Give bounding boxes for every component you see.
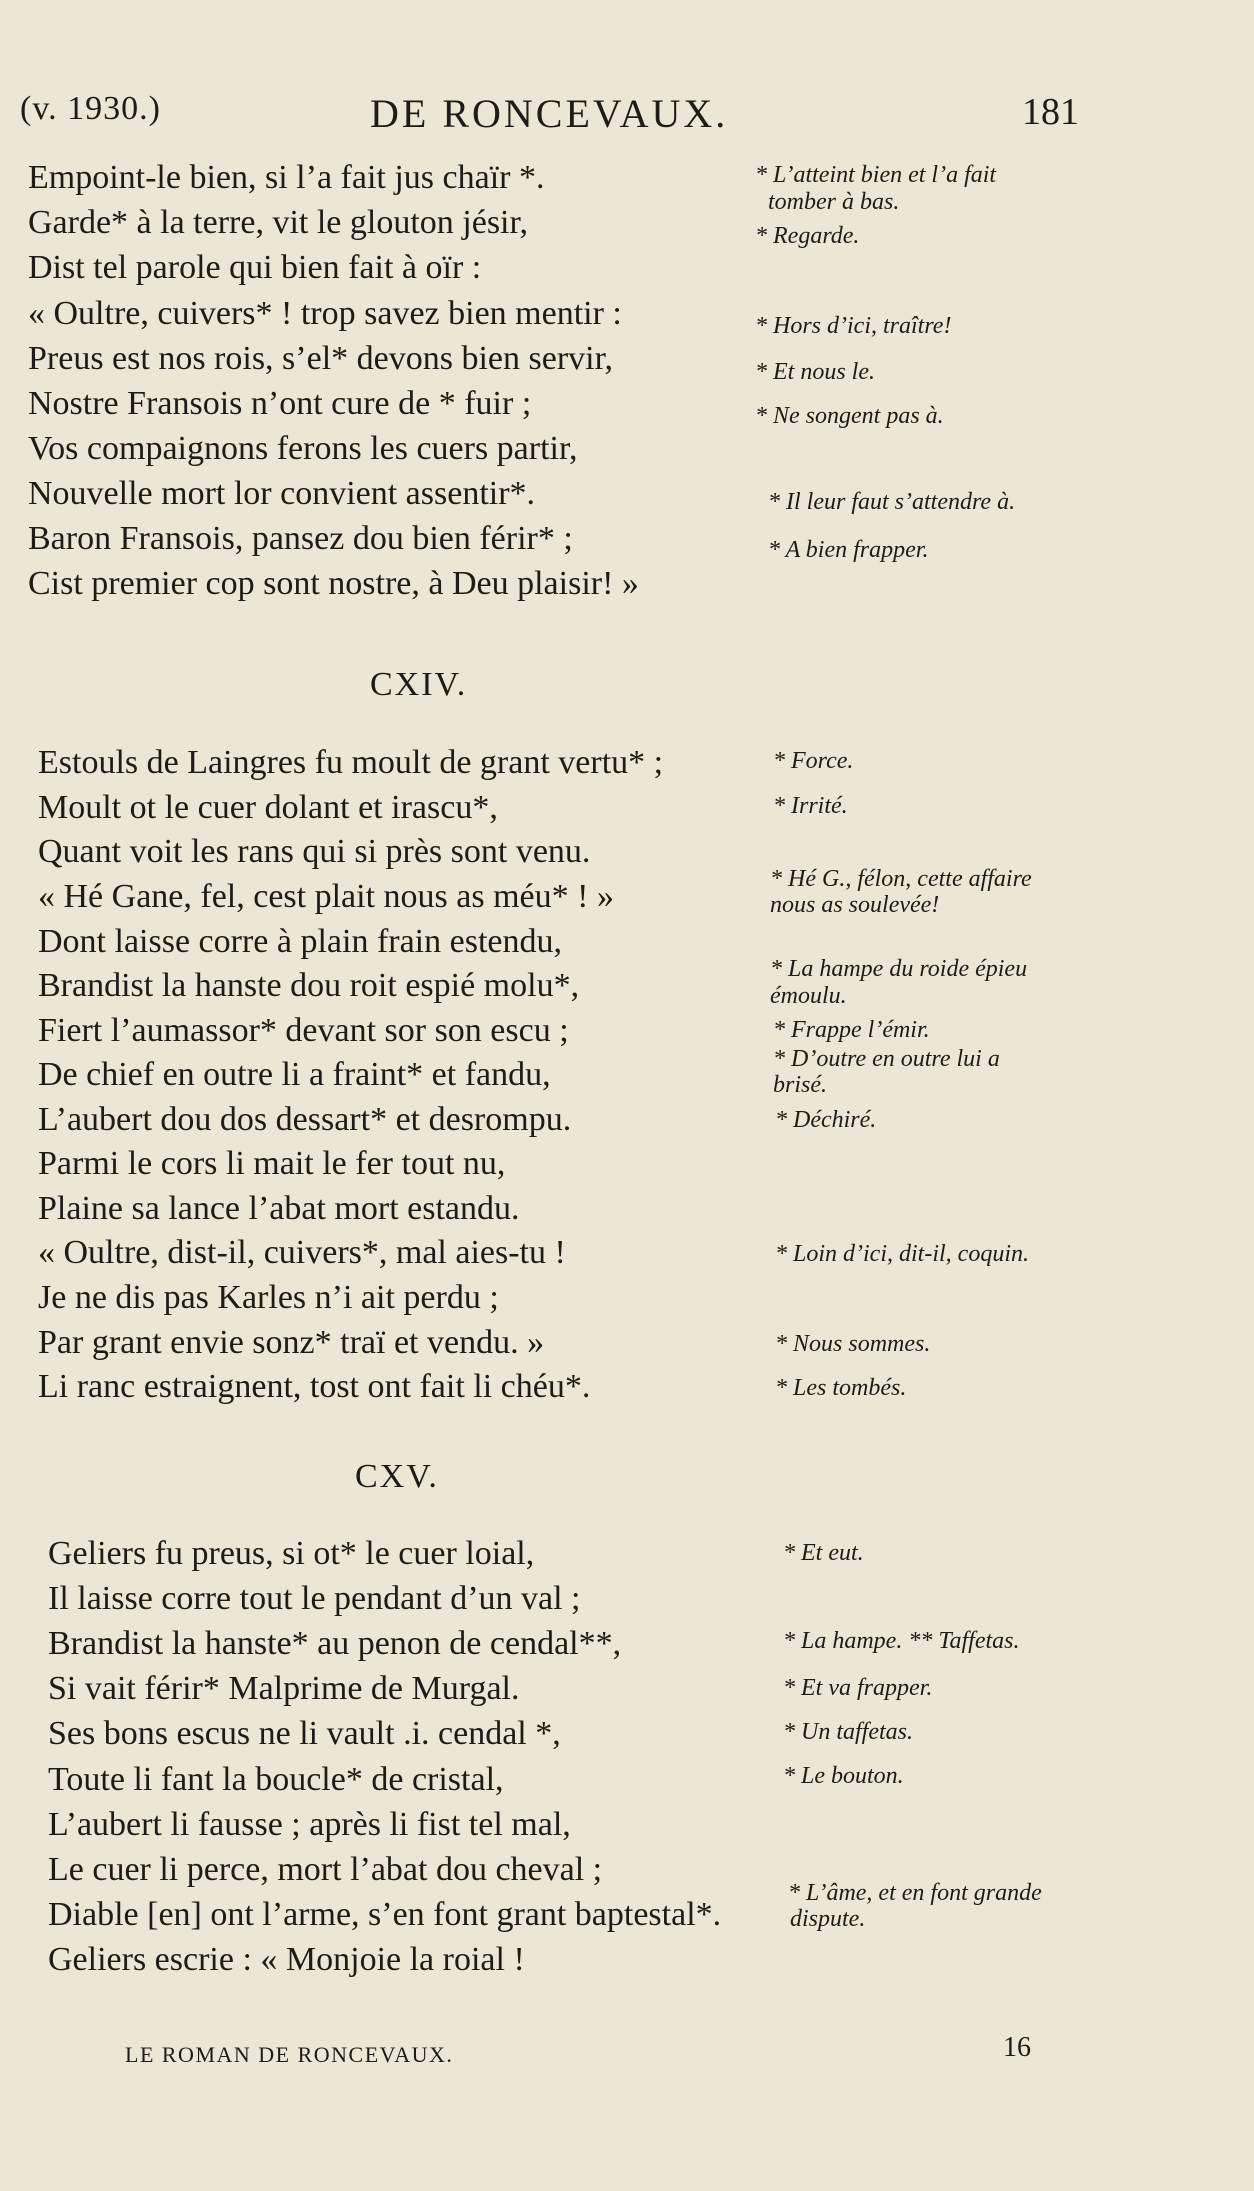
gloss-note: * Force. <box>773 748 854 774</box>
verse-line: Quant voit les rans qui si près sont venu. <box>38 833 591 870</box>
verse-line: Nouvelle mort lor convient assentir*. <box>28 475 536 512</box>
verse-line: Brandist la hanste dou roit espié molu*, <box>38 967 580 1004</box>
verse-line: L’aubert li fausse ; après li fist tel mal, <box>48 1806 571 1843</box>
verse-line: Brandist la hanste* au penon de cendal**, <box>48 1625 622 1662</box>
verse-line: Le cuer li perce, mort l’abat dou cheval ; <box>48 1851 603 1888</box>
gloss-note: * L’atteint bien et l’a fait <box>755 162 997 188</box>
verse-line: Parmi le cors li mait le fer tout nu, <box>38 1145 506 1182</box>
gloss-note: * Et va frapper. <box>783 1675 933 1701</box>
gloss-note: * La hampe du roide épieu <box>770 956 1028 982</box>
gloss-note: émoulu. <box>770 983 847 1009</box>
running-head <box>0 90 1254 140</box>
section-heading: CXV. <box>355 1458 439 1495</box>
gloss-note: * Ne songent pas à. <box>755 403 944 429</box>
verse-line: Toute li fant la boucle* de cristal, <box>48 1761 504 1798</box>
gloss-note: * Loin d’ici, dit-il, coquin. <box>775 1241 1029 1267</box>
gloss-note: * Il leur faut s’attendre à. <box>768 489 1016 515</box>
verse-line: Ses bons escus ne li vault .i. cendal *, <box>48 1715 561 1752</box>
verse-line: Diable [en] ont l’arme, s’en font grant baptestal*. <box>48 1896 722 1933</box>
verse-line: Dist tel parole qui bien fait à oïr : <box>28 249 482 286</box>
verse-line: Je ne dis pas Karles n’i ait perdu ; <box>38 1279 499 1316</box>
gloss-note: * La hampe. ** Taffetas. <box>783 1628 1020 1654</box>
verse-line: Il laisse corre tout le pendant d’un val ; <box>48 1580 581 1617</box>
verse-line: Fiert l’aumassor* devant sor son escu ; <box>38 1012 569 1049</box>
verse-line: De chief en outre li a fraint* et fandu, <box>38 1056 551 1093</box>
footer-title: LE ROMAN DE RONCEVAUX. <box>125 2042 454 2067</box>
gloss-note: * Irrité. <box>773 793 848 819</box>
verse-line: Estouls de Laingres fu moult de grant vertu* ; <box>38 744 664 781</box>
gloss-note: dispute. <box>790 1906 866 1932</box>
gloss-note: tomber à bas. <box>768 189 900 215</box>
verse-line: Geliers fu preus, si ot* le cuer loial, <box>48 1535 535 1572</box>
gloss-note: * Frappe l’émir. <box>773 1017 930 1043</box>
verse-line: « Oultre, cuivers* ! trop savez bien mentir : <box>28 295 622 332</box>
verse-reference: (v. 1930.) <box>20 90 161 127</box>
gloss-note: * Et eut. <box>783 1540 864 1566</box>
page-number: 181 <box>1022 91 1079 133</box>
gloss-note: * L’âme, et en font grande <box>788 1880 1042 1906</box>
verse-line: Dont laisse corre à plain frain estendu, <box>38 923 562 960</box>
verse-line: Cist premier cop sont nostre, à Deu plaisir! » <box>28 565 639 602</box>
verse-line: Moult ot le cuer dolant et irascu*, <box>38 789 498 826</box>
gloss-note: * Hors d’ici, traître! <box>755 313 952 339</box>
verse-line: « Oultre, dist-il, cuivers*, mal aies-tu ! <box>38 1234 566 1271</box>
verse-line: Si vait férir* Malprime de Murgal. <box>48 1670 520 1707</box>
verse-line: L’aubert dou dos dessart* et desrompu. <box>38 1101 572 1138</box>
verse-line: Li ranc estraignent, tost ont fait li chéu*. <box>38 1368 591 1405</box>
gloss-note: * Hé G., félon, cette affaire <box>770 866 1032 892</box>
running-title: DE RONCEVAUX. <box>370 91 729 136</box>
verse-line: « Hé Gane, fel, cest plait nous as méu* ! » <box>38 878 614 915</box>
verse-line: Empoint-le bien, si l’a fait jus chaïr *. <box>28 159 545 196</box>
gloss-note: * Nous sommes. <box>775 1331 931 1357</box>
gloss-note: * Un taffetas. <box>783 1719 913 1745</box>
gloss-note: brisé. <box>773 1072 827 1098</box>
verse-line: Garde* à la terre, vit le glouton jésir, <box>28 204 528 241</box>
verse-line: Plaine sa lance l’abat mort estandu. <box>38 1190 520 1227</box>
verse-line: Nostre Fransois n’ont cure de * fuir ; <box>28 385 532 422</box>
section-heading: CXIV. <box>370 666 468 703</box>
gloss-note: * A bien frapper. <box>768 537 929 563</box>
verse-line: Baron Fransois, pansez dou bien férir* ; <box>28 520 573 557</box>
gloss-note: * Déchiré. <box>775 1107 877 1133</box>
gloss-note: nous as soulevée! <box>770 892 940 918</box>
signature-mark: 16 <box>1003 2032 1031 2063</box>
gloss-note: * Le bouton. <box>783 1763 904 1789</box>
verse-line: Vos compaignons ferons les cuers partir, <box>28 430 578 467</box>
verse-line: Geliers escrie : « Monjoie la roial ! <box>48 1941 525 1978</box>
gloss-note: * Et nous le. <box>755 359 875 385</box>
gloss-note: * Les tombés. <box>775 1375 907 1401</box>
gloss-note: * D’outre en outre lui a <box>773 1046 1000 1072</box>
verse-line: Preus est nos rois, s’el* devons bien servir, <box>28 340 614 377</box>
verse-line: Par grant envie sonz* traï et vendu. » <box>38 1324 545 1361</box>
gloss-note: * Regarde. <box>755 223 860 249</box>
